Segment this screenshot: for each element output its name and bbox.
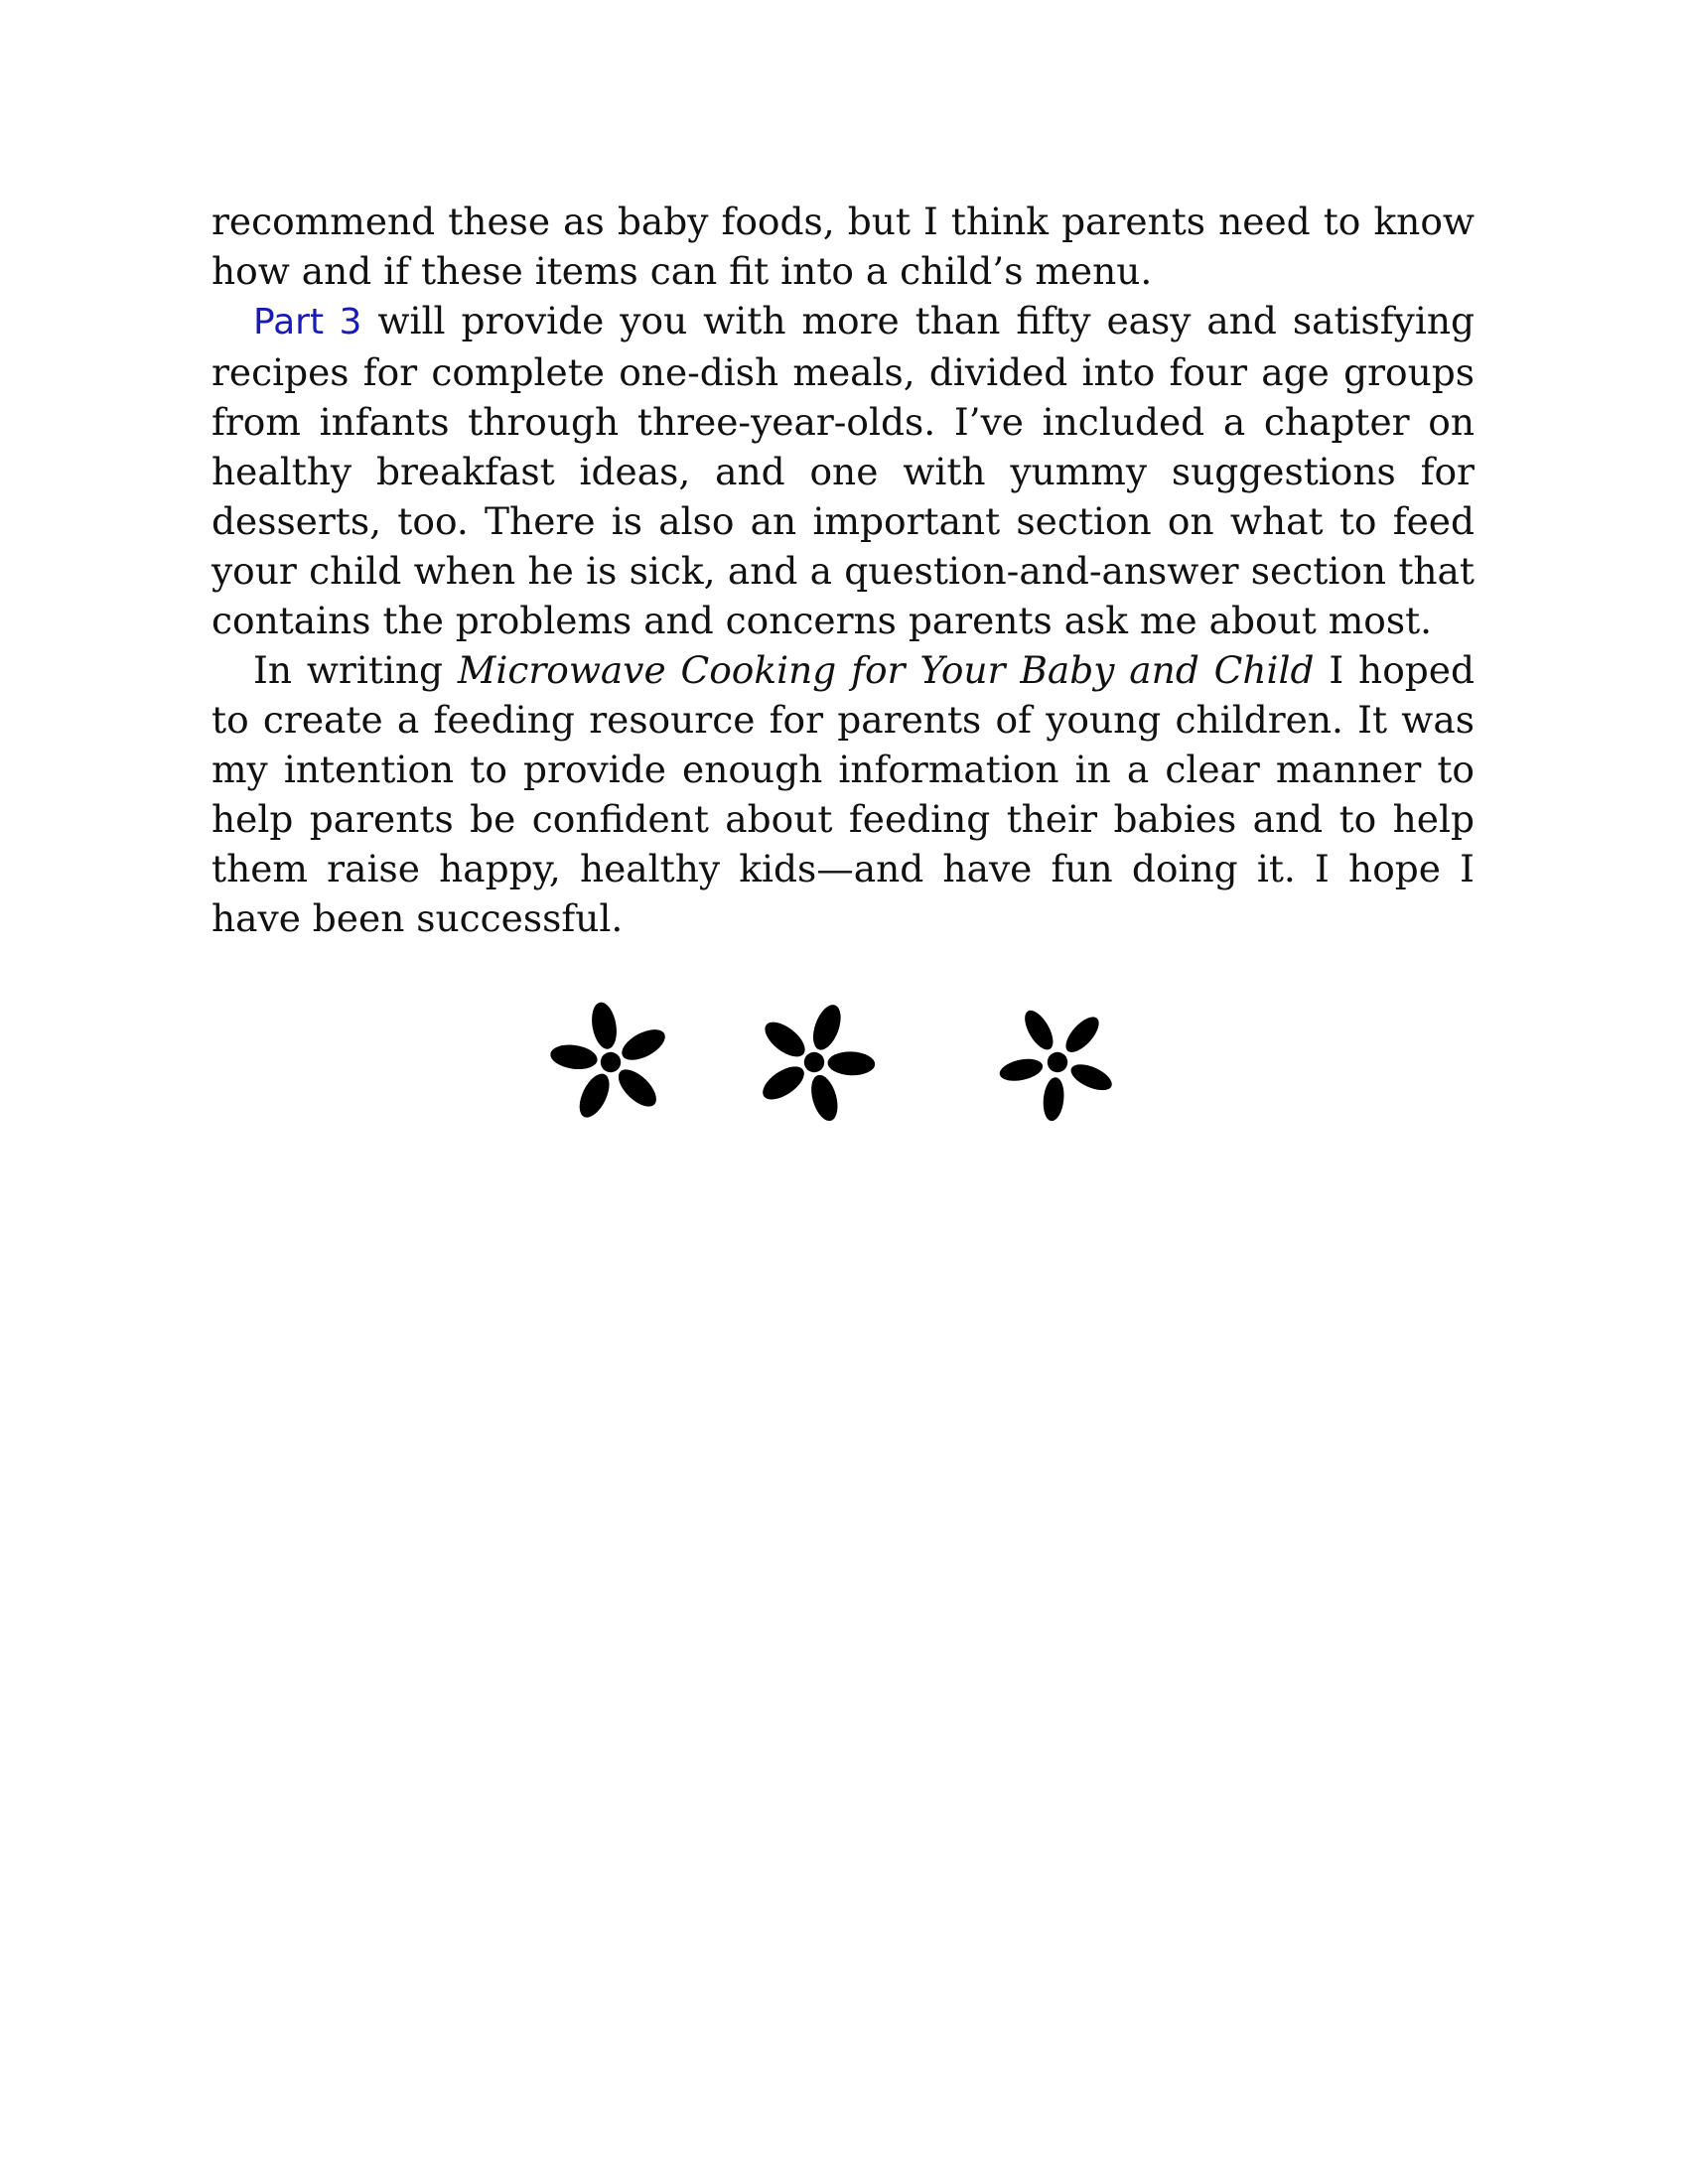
part-3-link[interactable]: Part 3 [253, 302, 362, 342]
flower-ornament-divider [526, 978, 1182, 1147]
flower-icon [730, 978, 899, 1147]
book-title: Microwave Cooking for Your Baby and Child [457, 648, 1315, 692]
flower-icon [973, 978, 1142, 1147]
paragraph-closing-text: I hoped to create a feeding resource for parents of young children. It was my intention to provide enough information in a clear manner to help parents be confident about feeding their babies and to help them raise happy, healthy kids—and have fun doing it. I hope I have been successful. [211, 648, 1475, 940]
paragraph-closing [211, 645, 1475, 943]
page-body [211, 197, 1475, 943]
paragraph-part3-text: will provide you with more than fifty easy and satisfying recipes for complete one-dish meals, divided into four age groups from infants through three-year-olds. I’ve included a chapter on healthy breakfast ideas, and one with yummy suggestions for desserts, too. There is also an important section on what to feed your child when he is sick, and a question-and-answer section that contains the problems and concerns parents ask me about most. [211, 299, 1476, 642]
paragraph-part3 [211, 296, 1475, 645]
flower-icon [526, 978, 695, 1147]
paragraph-closing-lead: In writing [253, 648, 458, 692]
paragraph-continuation: recommend these as baby foods, but I think parents need to know how and if these items can fit into a child’s menu. [211, 200, 1475, 293]
